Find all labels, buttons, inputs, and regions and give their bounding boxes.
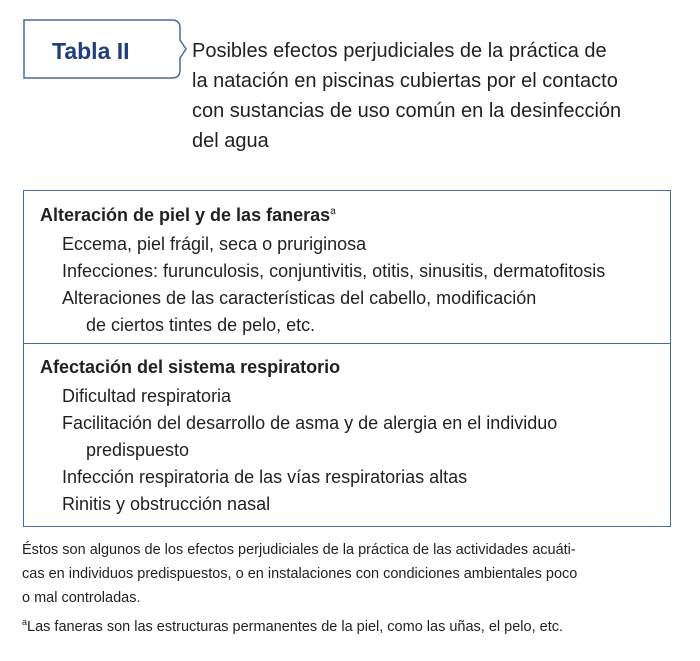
caption-line: con sustancias de uso común en la desinfección: [192, 100, 622, 122]
table-notes: [22, 538, 674, 639]
list-item: Infección respiratoria de las vías respiratorias altas: [62, 467, 468, 487]
note-line: Éstos son algunos de los efectos perjudiciales de la práctica de las actividades acuáti-: [22, 542, 576, 558]
list-item: Facilitación del desarrollo de asma y de alergia en el individuo predispuesto: [62, 413, 558, 460]
caption-line: del agua: [192, 130, 269, 152]
section-title: Afectación del sistema respiratorio: [40, 357, 341, 377]
caption-line: Posibles efectos perjudiciales de la práctica de: [192, 40, 607, 62]
note-line: cas en individuos predispuestos, o en instalaciones con condiciones ambientales poco: [22, 566, 578, 582]
list-item: Rinitis y obstrucción nasal: [62, 494, 271, 514]
section-title: Alteración de piel y de las faneras$^a$: [40, 205, 336, 225]
list-item: Eccema, piel frágil, seca o pruriginosa: [62, 234, 367, 254]
table-number: Tabla II: [52, 38, 130, 64]
effects-table: [23, 190, 671, 527]
list-item: Dificultad respiratoria: [62, 386, 232, 406]
list-item: Infecciones: furunculosis, conjuntivitis, otitis, sinusitis, dermatofitosis: [62, 261, 606, 281]
footnote-marker: a: [330, 206, 336, 217]
table-caption: [192, 36, 684, 156]
footnote: $^a$Las faneras son las estructuras permanentes de la piel, como las uñas, el pelo, etc.: [22, 617, 564, 635]
table-header: [0, 0, 700, 180]
table-section-skin: [24, 191, 670, 344]
list-item: Alteraciones de las características del cabello, modificación de ciertos tintes de pelo, etc.: [62, 288, 537, 335]
caption-line: la natación en piscinas cubiertas por el contacto: [192, 70, 618, 92]
note-line: o mal controladas.: [22, 590, 141, 606]
footnote-marker: a: [22, 617, 28, 627]
table-section-respiratory: [24, 343, 670, 526]
